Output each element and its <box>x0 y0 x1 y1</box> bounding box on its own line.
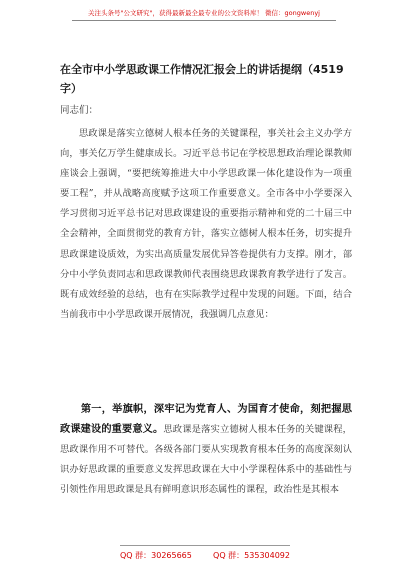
body-paragraph-2 <box>60 400 352 500</box>
footer-qq-group-1: QQ 群：30265665 <box>120 551 192 560</box>
footer-qq-group-2: QQ 群：535304092 <box>213 551 290 560</box>
section-heading: 第一，举旗帜，深牢记为党育人、为国育才使命，刻把握思政课建设的重要意义。 <box>60 404 352 436</box>
body-paragraph-1: 思政课是落实立德树人根本任务的关键课程，事关社会主义办学方向，事关亿万学生健康成长。习近平总书记在学校思想政治理论课教师座谈会上强调，“要把统筹推进大中小学思政课一体化建设作为一项重要工程”，并从战略高度赋予这项工作重要意义。全市各中小学要深入学习贯彻习近平总书记对思政课建设的重要指示精神和党的二十届三中全会精神，全面贯彻党的教育方针，落实立德树人根本任务，切实提升思政课建设质效，为实出高质量发展优异答卷提供有力支撑。刚才，部分中小学负责同志和思政课教师代表围绕思政课教育教学进行了发言。既有成效经验的总结，也有在实际教学过程中发现的问题。下面，结合当前我市中小学思政课开展情况，我强调几点意见： <box>60 128 352 320</box>
document-title: 在全市中小学思政课工作情况汇报会上的讲话提纲（4519字） <box>60 63 344 95</box>
salutation: 同志们： <box>60 105 99 116</box>
header-banner: 关注头条号"公文研究"，获得最新最全最专业的公文资料库！ 微信：gongwenyj <box>72 8 336 21</box>
section-body: 思政课是落实立德树人根本任务的关键课程，思政课作用不可替代。各级各部门要从实现教育根本任务的高度深刻认识办好思政课的重要意义发挥思政课在大中小学课程体系中的基础性与引领性作用思政课是具有鲜明意识形态属性的课程，政治性是其根本 <box>60 424 352 496</box>
footer <box>120 545 290 561</box>
